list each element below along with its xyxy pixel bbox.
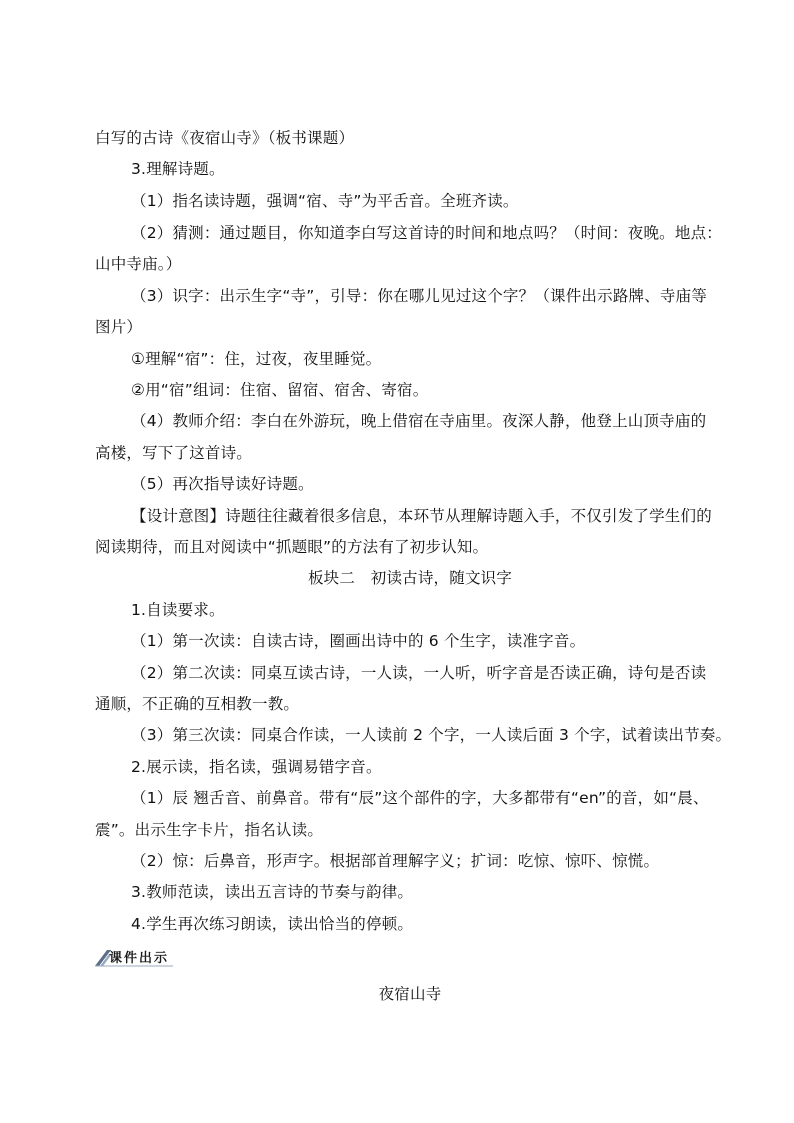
text-line: （3）识字：出示生字“寺”，引导：你在哪儿见过这个字？（课件出示路牌、寺庙等 [131, 287, 708, 305]
design-intent-line: 【设计意图】诗题往往藏着很多信息，本环节从理解诗题入手，不仅引发了学生们的 [131, 507, 712, 525]
text-line: （4）教师介绍：李白在外游玩，晚上借宿在寺庙里。夜深人静，他登上山顶寺庙的 [131, 412, 707, 430]
text-line: 4.学生再次练习朗读，读出恰当的停顿。 [131, 915, 414, 933]
text-line: 1.自读要求。 [131, 601, 225, 619]
text-line: ①理解“宿”：住，过夜，夜里睡觉。 [131, 350, 382, 368]
courseware-badge [95, 944, 205, 968]
text-line: （2）第二次读：同桌互读古诗，一人读，一人听，听字音是否读正确，诗句是否读 [131, 664, 707, 682]
text-line: 白写的古诗《夜宿山寺》（板书课题） [95, 129, 355, 147]
text-line: 阅读期待，而且对阅读中“抓题眼”的方法有了初步认知。 [95, 538, 489, 556]
text-line: （5）再次指导读好诗题。 [131, 475, 314, 493]
text-line: 通顺，不正确的互相教一教。 [95, 695, 300, 713]
text-line: 高楼，写下了这首诗。 [95, 444, 253, 462]
text-line: 3.教师范读，读出五言诗的节奏与韵律。 [131, 883, 414, 901]
text-line: （1）指名读诗题，强调“宿、寺”为平舌音。全班齐读。 [131, 192, 519, 210]
text-line: （3）第三次读：同桌合作读，一人读前 2 个字，一人读后面 3 个字，试着读出节奏。 [131, 726, 732, 744]
section-heading: 板块二 初读古诗，随文识字 [307, 569, 513, 587]
poem-title: 夜宿山寺 [378, 985, 442, 1003]
badge-label: 课件出示 [109, 951, 170, 966]
text-line: 2.展示读，指名读，强调易错字音。 [131, 758, 382, 776]
text-line: （2）惊：后鼻音，形声字。根据部首理解字义；扩词：吃惊、惊吓、惊慌。 [131, 852, 660, 870]
text-line: （1）第一次读：自读古诗，圈画出诗中的 6 个生字，读准字音。 [131, 632, 586, 650]
text-line: （2）猜测：通过题目，你知道李白写这首诗的时间和地点吗？（时间：夜晚。地点： [131, 224, 722, 242]
text-line: 3.理解诗题。 [131, 160, 225, 178]
text-line: （1）辰 翘舌音、前鼻音。带有“辰”这个部件的字，大多都带有“en”的音，如“晨、 [131, 789, 709, 807]
text-line: 山中寺庙。） [95, 255, 182, 273]
text-line: 图片） [95, 318, 143, 336]
text-line: ②用“宿”组词：住宿、留宿、宿舍、寄宿。 [131, 381, 429, 399]
text-line: 震”。出示生字卡片，指名认读。 [95, 821, 324, 839]
